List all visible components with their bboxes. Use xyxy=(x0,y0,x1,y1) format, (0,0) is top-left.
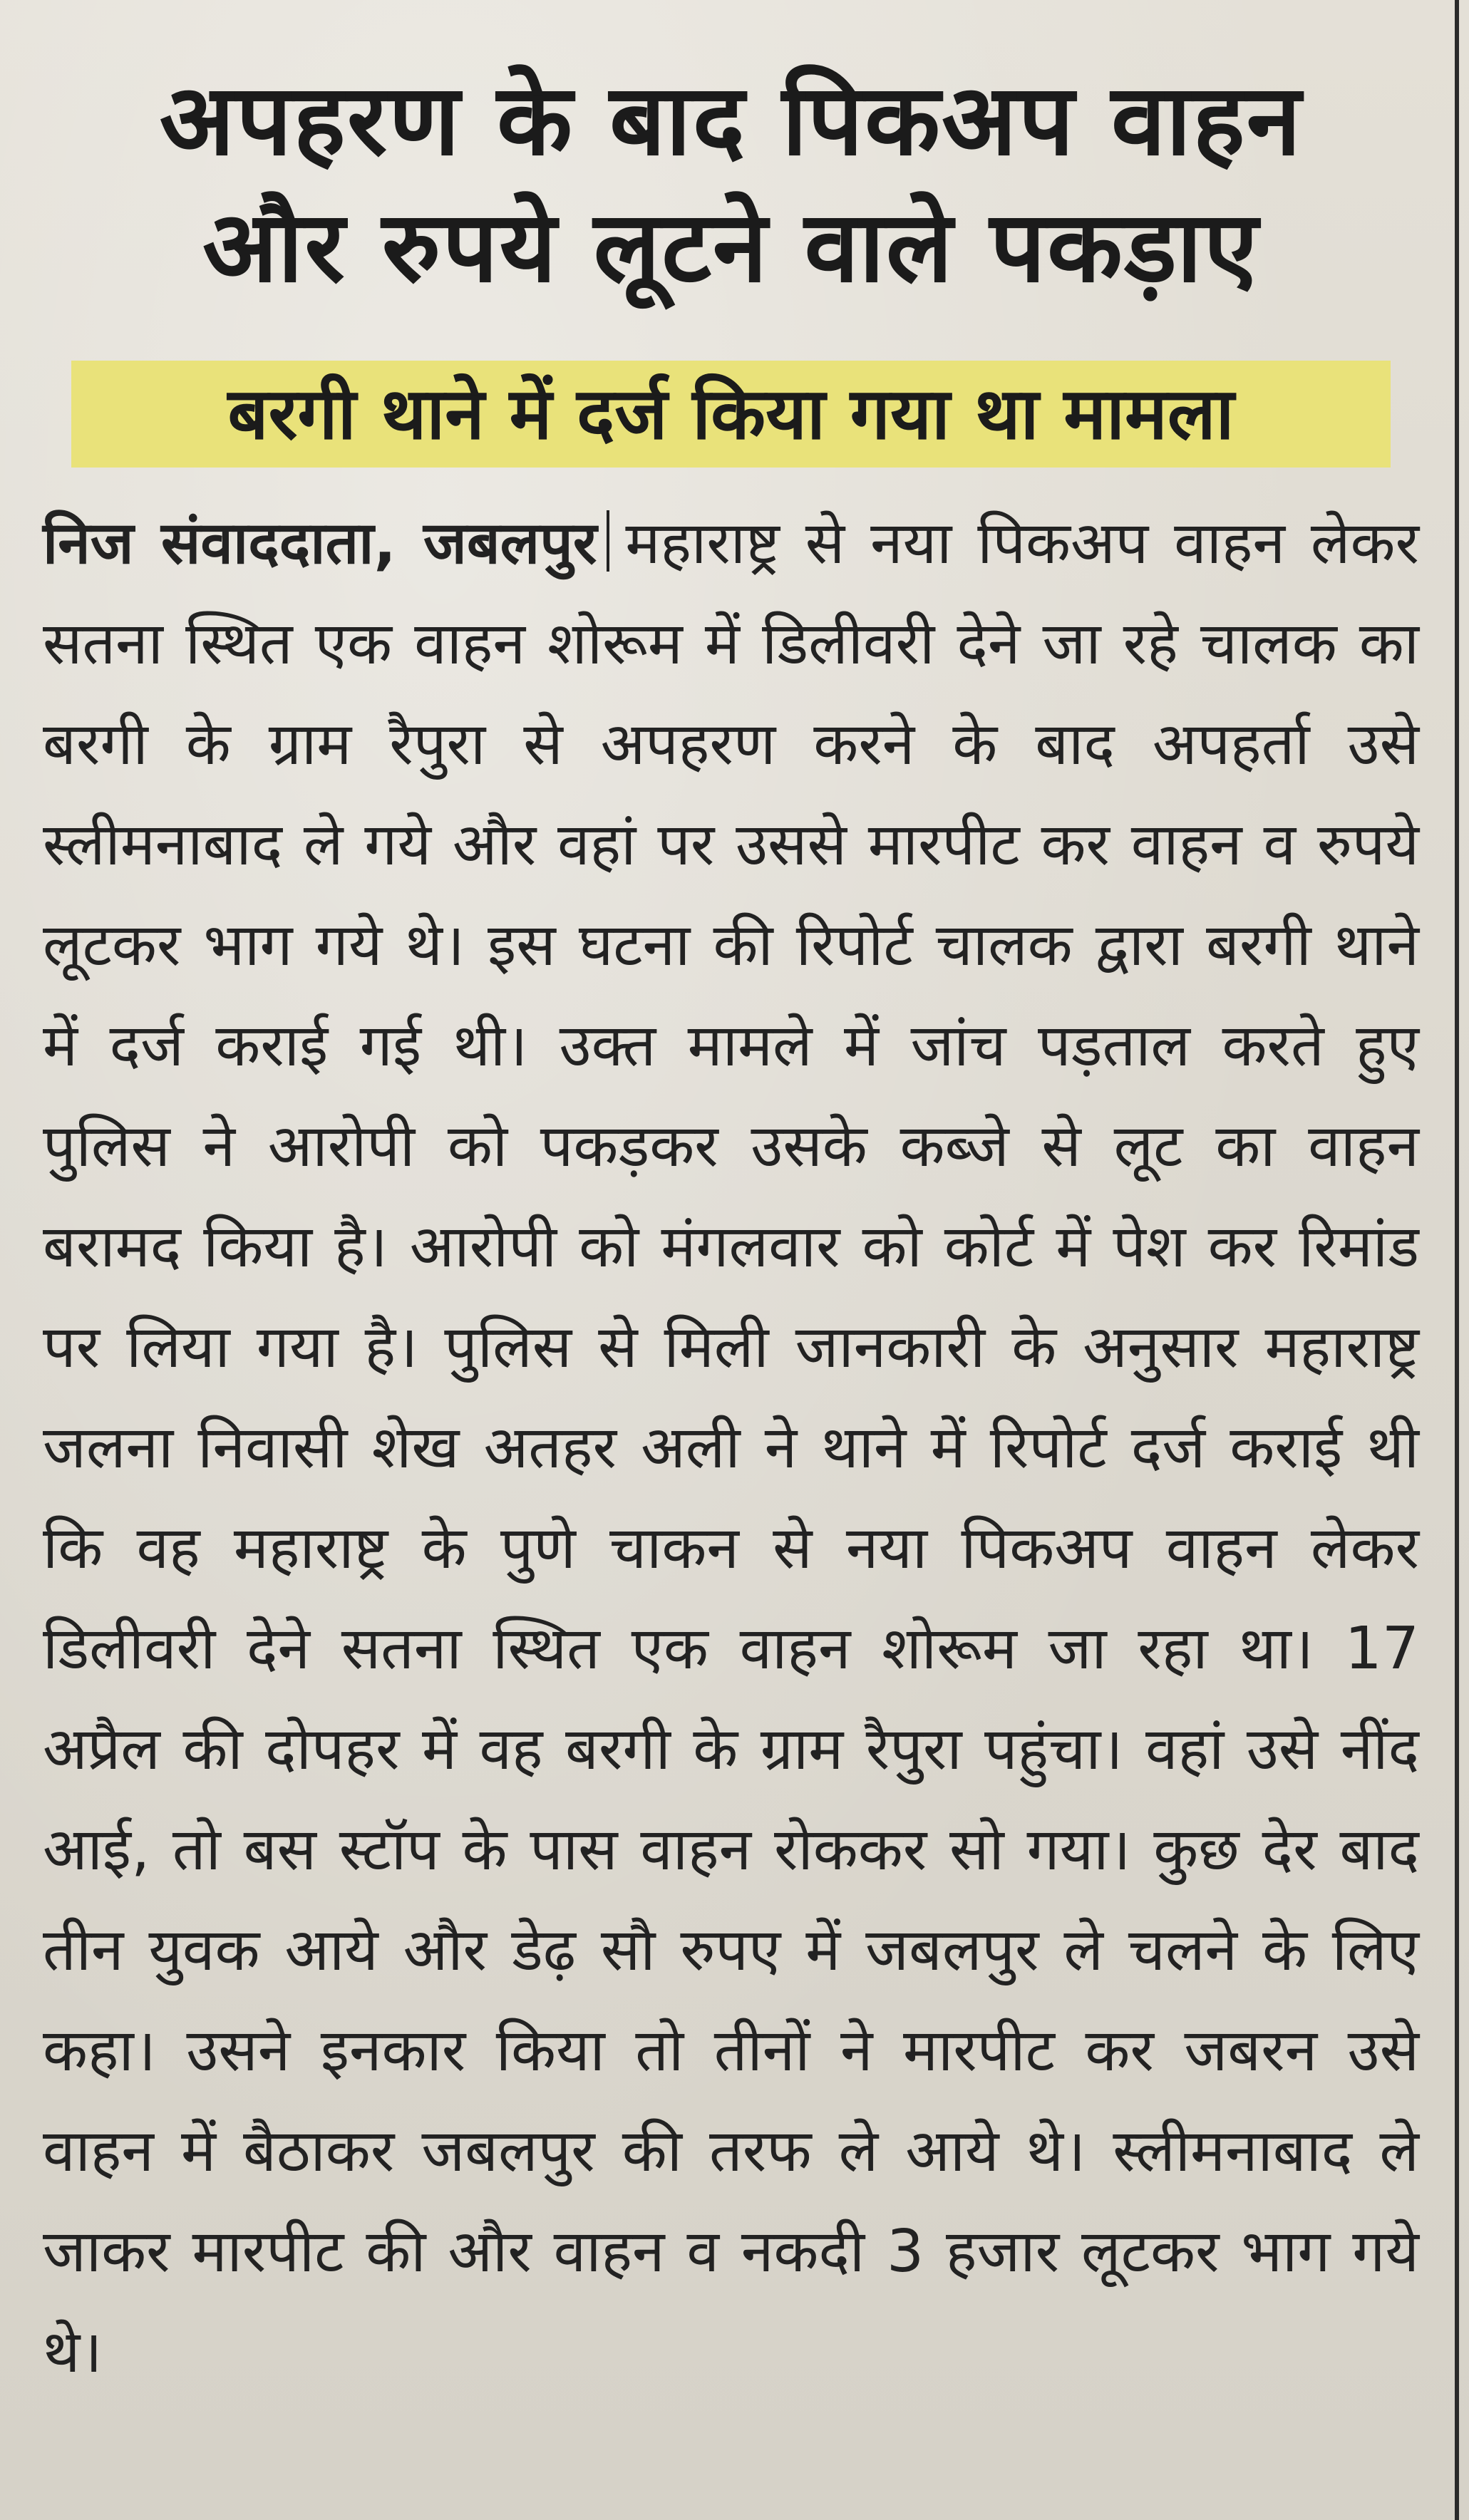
headline-line-2: और रुपये लूटने वाले पकड़ाए xyxy=(202,190,1259,304)
subheadline-container xyxy=(43,361,1419,468)
subheadline: बरगी थाने में दर्ज किया गया था मामला xyxy=(71,361,1391,468)
article-text: महाराष्ट्र से नया पिकअप वाहन लेकर सतना स्थित एक वाहन शोरूम में डिलीवरी देने जा रहे चालक का बरगी के ग्राम रैपुरा से अपहरण करने के बाद अपहर्ता उसे स्लीमनाबाद ले गये और वहां पर उससे मारपीट कर वाहन व रुपये लूटकर भाग गये थे। इस घटना की रिपोर्ट चालक द्वारा बरगी थाने में दर्ज कराई गई थी। उक्त मामले में जांच पड़ताल करते हुए पुलिस ने आरोपी को पकड़कर उसके कब्जे से लूट का वाहन बरामद किया है। आरोपी को मंगलवार को कोर्ट में पेश कर रिमांड पर लिया गया है। पुलिस से मिली जानकारी के अनुसार महाराष्ट्र जलना निवासी शेख अतहर अली ने थाने में रिपोर्ट दर्ज कराई थी कि वह महाराष्ट्र के पुणे चाकन से नया पिकअप वाहन लेकर डिलीवरी देने सतना स्थित एक वाहन शोरूम जा रहा था। 17 अप्रैल की दोपहर में वह बरगी के ग्राम रैपुरा पहुंचा। वहां उसे नींद आई, तो बस स्टॉप के पास वाहन रोककर सो गया। कुछ देर बाद तीन युवक आये और डेढ़ सौ रुपए में जबलपुर ले चलने के लिए कहा। उसने इनकार किया तो तीनों ने मारपीट कर जबरन उसे वाहन में बैठाकर जबलपुर की तरफ ले आये थे। स्लीमनाबाद ले जाकर मारपीट की और वाहन व नकदी 3 हजार लूटकर भाग गये थे। xyxy=(43,510,1419,2386)
byline: निज संवाददाता, जबलपुर xyxy=(43,510,597,577)
column-rule xyxy=(1455,0,1459,2520)
headline-line-1: अपहरण के बाद पिकअप वाहन xyxy=(159,63,1303,177)
headline xyxy=(43,57,1419,311)
byline-separator xyxy=(607,510,609,572)
article-body xyxy=(43,493,1419,2402)
